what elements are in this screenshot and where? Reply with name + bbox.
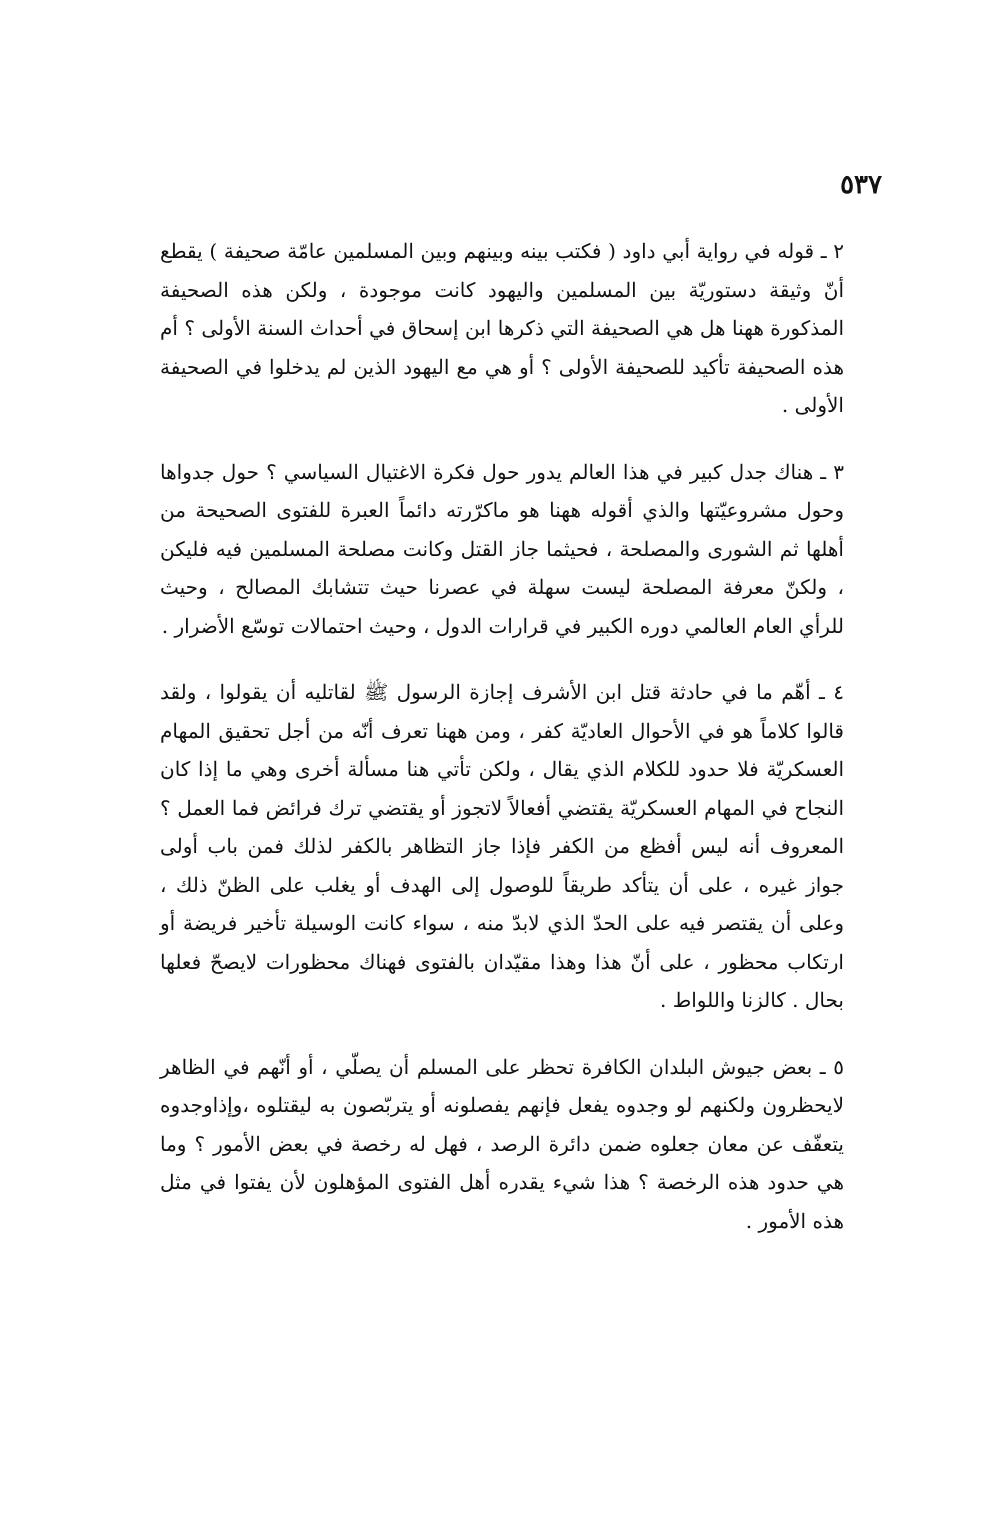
paragraph-2: ٢ ـ قوله في رواية أبي داود ( فكتب بينه وبينهم وبين المسلمين عامّة صحيفة ) يقطع أنّ وثيقة دستوريّة بين المسلمين واليهود كانت موجودة ، ولكن هذه الصحيفة المذكورة ههنا هل هي الصحيفة التي ذكرها ابن إسحاق في أحداث السنة الأولى ؟ أم هذه الصحيفة تأكيد للصحيفة الأولى ؟ أو هي مع اليهود الذين لم يدخلوا في الصحيفة الأولى . [160,239,844,417]
paragraph-5: ٥ ـ بعض جيوش البلدان الكافرة تحظر على المسلم أن يصلّي ، أو أنّهم في الظاهر لايحظرون ولكنهم لو وجدوه يفعل فإنهم يفصلونه أو يتربّصون به ليقتلوه ،وإذاوجدوه يتعفّف عن معان جعلوه ضمن دائرة الرصد ، فهل له رخصة في بعض الأمور ؟ وما هي حدود هذه الرخصة ؟ هذا شيء يقدره أهل الفتوى المؤهلون لأن يفتوا في مثل هذه الأمور . [160,1054,844,1233]
page-number: ٥٣٧ [840,170,882,200]
body-text [160,232,844,1268]
paragraph-4: ٤ ـ أهّم ما في حادثة قتل ابن الأشرف إجازة الرسول ﷺ لقاتليه أن يقولوا ، ولقد قالوا كلاماً هو في الأحوال العاديّة كفر ، ومن ههنا تعرف أنّه من أجل تحقيق المهام العسكريّة فلا حدود للكلام الذي يقال ، ولكن تأتي هنا مسألة أخرى وهي ما إذا كان النجاح في المهام العسكريّة يقتضي أفعالاً لاتجوز أو يقتضي ترك فرائض فما العمل ؟ المعروف أنه ليس أفظع من الكفر فإذا جاز التظاهر بالكفر لذلك فمن باب أولى جواز غيره ، على أن يتأكد طريقاً للوصول إلى الهدف أو يغلب على الظنّ ذلك ، وعلى أن يقتصر فيه على الحدّ الذي لابدّ منه ، سواء كانت الوسيلة تأخير فريضة أو ارتكاب محظور ، على أنّ هذا وهذا مقيّدان بالفتوى فهناك محظورات لايصحّ فعلها بحال . كالزنا واللواط . [160,680,844,1012]
paragraph-3: ٣ ـ هناك جدل كبير في هذا العالم يدور حول فكرة الاغتيال السياسي ؟ حول جدواها وحول مشروعيّتها والذي أقوله ههنا هو ماكرّرته دائماً العبرة للفتوى الصحيحة من أهلها ثم الشورى والمصلحة ، فحيثما جاز القتل وكانت مصلحة المسلمين فيه فليكن ، ولكنّ معرفة المصلحة ليست سهلة في عصرنا حيث تتشابك المصالح ، وحيث للرأي العام العالمي دوره الكبير في قرارات الدول ، وحيث احتمالات توسّع الأضرار . [160,459,844,638]
